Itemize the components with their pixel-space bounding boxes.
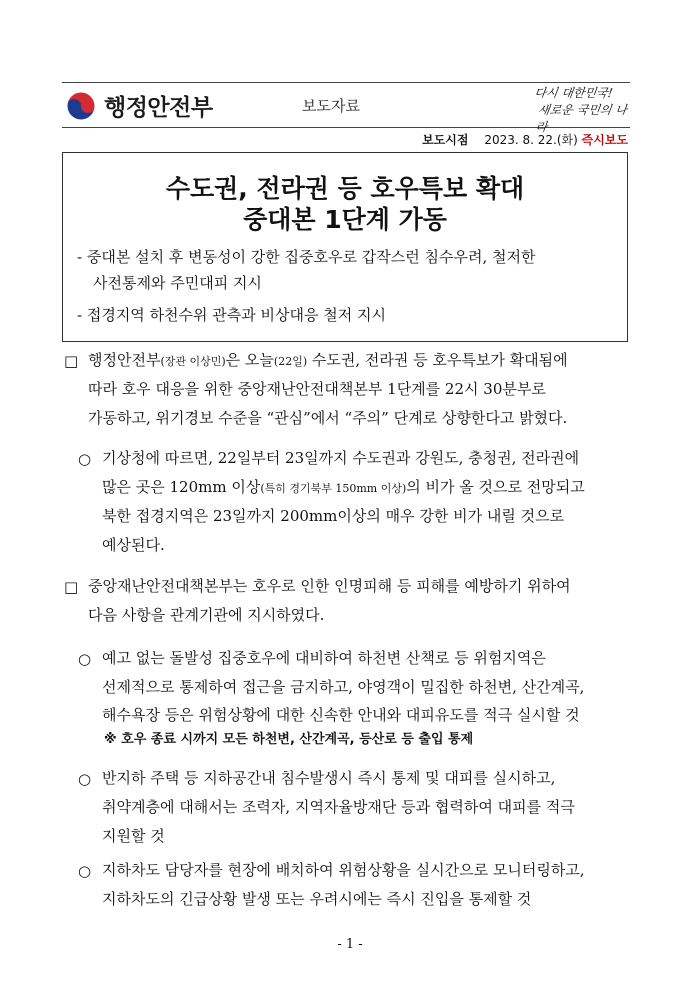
section1-line-2: 따라 호우 대응을 위한 중앙재난안전대책본부 1단계를 22시 30분부로 xyxy=(88,380,546,398)
text: 의 비가 올 것으로 전망되고 xyxy=(406,478,585,496)
forecast-line-1: 기상청에 따르면, 22일부터 23일까지 수도권과 강원도, 충청권, 전라권에 xyxy=(102,449,580,467)
slogan-line-1: 다시 대한민국! xyxy=(533,86,614,100)
release-info xyxy=(422,131,628,148)
text: 수도권, 전라권 등 호우특보가 확대됨에 xyxy=(307,351,568,369)
immediate-release-badge: 즉시보도 xyxy=(581,133,628,147)
item1-line-1: 예고 없는 돌발성 집중호우에 대비하여 하천변 산책로 등 위험지역은 xyxy=(102,649,546,667)
item2-line-2: 취약계층에 대해서는 조력자, 지역자율방재단 등과 협력하여 대피를 적극 xyxy=(102,798,575,816)
text: 많은 곳은 120mm 이상 xyxy=(102,478,261,496)
slogan xyxy=(528,85,635,136)
taegeuk-emblem-icon xyxy=(66,91,96,121)
section1-line-1 xyxy=(88,346,568,376)
section2-line-1: 중앙재난안전대책본부는 호우로 인한 인명피해 등 피해를 예방하기 위하여 xyxy=(88,577,571,595)
section1-line-3: 가동하고, 위기경보 수준을 “관심”에서 “주의” 단계로 상향한다고 밝혔다. xyxy=(88,409,568,427)
circle-bullet: ○ xyxy=(78,770,92,788)
item1-line-2: 선제적으로 통제하여 접근을 금지하고, 야영객이 밀집한 하천변, 산간계곡, xyxy=(102,678,585,696)
ministry-logo xyxy=(66,89,213,122)
headline-line-2: 중대본 1단계 가동 xyxy=(243,205,447,234)
forecast-line-2 xyxy=(102,473,585,503)
forecast-line-4: 예상된다. xyxy=(102,536,165,554)
slogan-line-2: 새로운 국민의 나라 xyxy=(534,103,628,134)
subtitle-1-cont: 사전통제와 주민대피 지시 xyxy=(93,274,262,292)
headline-line-1: 수도권, 전라권 등 호우특보 확대 xyxy=(165,174,525,203)
circle-bullet: ○ xyxy=(78,650,92,668)
ministry-name: 행정안전부 xyxy=(104,95,213,121)
text-small: (22일) xyxy=(273,355,308,368)
text-small: (특히 경기북부 150mm 이상) xyxy=(260,482,407,495)
forecast-line-3: 북한 접경지역은 23일까지 200mm이상의 매우 강한 비가 내릴 것으로 xyxy=(102,507,565,525)
circle-bullet: ○ xyxy=(78,862,92,880)
subtitle-2: - 접경지역 하천수위 관측과 비상대응 철저 지시 xyxy=(77,306,386,324)
item3-line-2: 지하차도의 긴급상황 발생 또는 우려시에는 즉시 진입을 통제할 것 xyxy=(102,890,532,908)
headline-box xyxy=(62,152,628,342)
item3-line-1: 지하차도 담당자를 현장에 배치하여 위험상황을 실시간으로 모니터링하고, xyxy=(102,861,585,879)
item1-note: ※ 호우 종료 시까지 모든 하천변, 산간계곡, 등산로 등 출입 통제 xyxy=(104,732,474,747)
document-type: 보도자료 xyxy=(302,97,360,115)
text: 행정안전부 xyxy=(88,351,161,369)
item2-line-1: 반지하 주택 등 지하공간내 침수발생시 즉시 통제 및 대피를 실시하고, xyxy=(102,769,556,787)
text-small: (장관 이상민) xyxy=(160,355,226,368)
subtitle-1: - 중대본 설치 후 변동성이 강한 집중호우로 갑작스런 침수우려, 철저한 xyxy=(77,248,536,266)
letterhead xyxy=(62,82,630,134)
section2-line-2: 다음 사항을 관계기관에 지시하였다. xyxy=(88,606,325,624)
item1-line-3: 해수욕장 등은 위험상황에 대한 신속한 안내와 대피유도를 적극 실시할 것 xyxy=(102,706,580,724)
text: 은 오늘 xyxy=(225,351,274,369)
circle-bullet: ○ xyxy=(78,450,92,468)
square-bullet: □ xyxy=(64,578,79,596)
square-bullet: □ xyxy=(64,352,79,370)
release-date: 2023. 8. 22.(화) xyxy=(484,133,578,147)
item2-line-3: 지원할 것 xyxy=(102,827,165,845)
release-label: 보도시점 xyxy=(422,133,469,147)
page-number: - 1 - xyxy=(337,937,363,952)
